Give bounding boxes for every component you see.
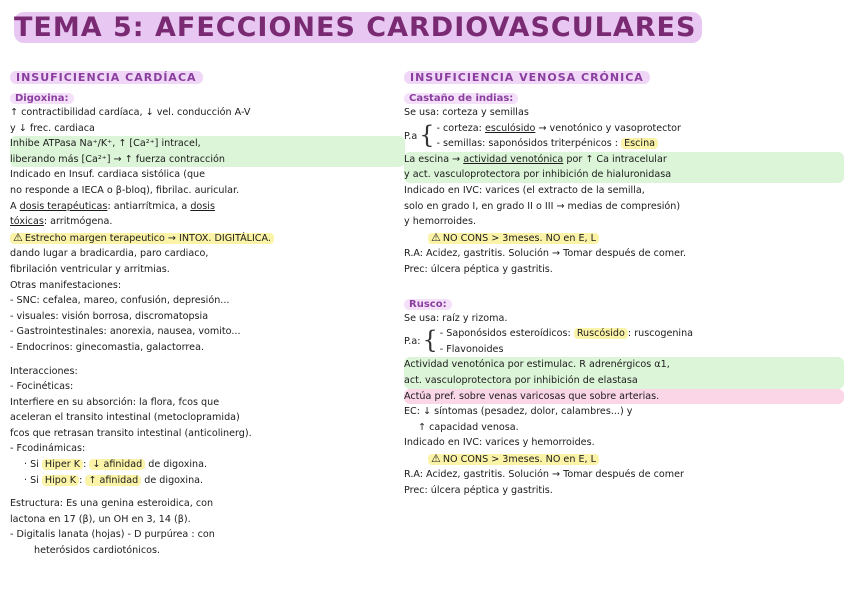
note-line: ↑ contractibilidad cardíaca, ↓ vel. conducción A-V: [10, 107, 251, 118]
warning-text: Estrecho margen terapeutico → INTOX. DIGITÁLICA.: [24, 232, 271, 244]
note-line: - Digitalis lanata (hojas) - D purpúrea : con: [10, 529, 215, 541]
note-text: La escina →: [404, 153, 464, 165]
note-line: [437, 121, 845, 137]
highlight-text: ↓ afinidad: [89, 459, 145, 470]
highlight-text: Ruscósido: [574, 328, 628, 339]
brace-icon: {: [419, 120, 435, 149]
note-line: - Fcodinámicas:: [10, 443, 86, 455]
right-column: [404, 66, 844, 499]
note-text: - semillas: saponósidos triterpénicos :: [436, 138, 622, 150]
note-line: [437, 136, 845, 152]
drug-title-castano: Castaño de indias:: [404, 93, 518, 104]
note-line: - visuales: visión borrosa, discromatopsia: [10, 310, 209, 322]
principles-block-castano: [404, 121, 844, 152]
warning-icon: ⚠: [431, 230, 441, 244]
note-text: - corteza:: [436, 122, 485, 134]
warning-icon: ⚠: [431, 451, 441, 465]
note-line: Actividad venotónica por estimulac. R adrenérgicos α1,: [404, 359, 670, 371]
note-line: [404, 451, 844, 468]
note-text: de digoxina.: [145, 459, 208, 471]
note-line: Indicado en Insuf. cardiaca sistólica (que: [10, 169, 206, 181]
drug-title-digoxina: Digoxina:: [10, 93, 74, 104]
highlight-block-escina: [404, 152, 844, 183]
warning-text: NO CONS > 3meses. NO en E, L: [442, 453, 596, 465]
warning-icon: ⚠: [13, 230, 23, 244]
note-line-highlight-pink: Actúa pref. sobre venas varicosas que sobre arterias.: [404, 389, 844, 405]
note-text: → venotónico y vasoprotector: [535, 122, 681, 134]
note-line: [404, 230, 844, 247]
note-line: Estructura: Es una genina esteroidica, con: [10, 498, 214, 510]
highlight-block-mechanism: [10, 136, 405, 167]
drug-title-rusco: Rusco:: [404, 299, 452, 310]
note-line: [10, 199, 405, 215]
note-line: heterósidos cardiotónicos.: [34, 545, 161, 557]
note-line: solo en grado I, en grado II o III → medias de compresión): [404, 200, 681, 212]
note-line: Inhibe ATPasa Na⁺/K⁺, ↑ [Ca²⁺] intracel,: [10, 138, 201, 150]
note-line: Se usa: corteza y semillas: [404, 107, 529, 118]
note-line: fcos que retrasan transito intestinal (anticolinerg).: [10, 427, 252, 439]
note-text: A: [10, 200, 20, 212]
note-line: Otras manifestaciones:: [10, 279, 122, 291]
note-line: fibrilación ventricular y arritmias.: [10, 263, 170, 275]
note-line: liberando más [Ca²⁺] → ↑ fuerza contracción: [10, 153, 225, 165]
note-line: - Endocrinos: ginecomastia, galactorrea.: [10, 341, 204, 353]
note-underlined: tóxicas: [10, 216, 44, 228]
pa-label: P.a:: [404, 336, 421, 348]
highlight-text: Hiper K: [42, 459, 83, 470]
section-title-insuficiencia-venosa: INSUFICIENCIA VENOSA CRÓNICA: [404, 71, 650, 84]
highlight-text: esculósido: [484, 122, 536, 134]
highlight-text: Escina: [621, 138, 658, 149]
note-line: Prec: úlcera péptica y gastritis.: [404, 485, 553, 497]
note-line: lactona en 17 (β), un OH en 3, 14 (β).: [10, 513, 191, 525]
note-line: [10, 230, 405, 247]
note-line: y ↓ frec. cardiaca: [10, 122, 95, 134]
note-line: Interfiere en su absorción: la flora, fcos que: [10, 396, 220, 408]
note-line: [10, 214, 405, 230]
note-underlined: dosis terapéuticas: [19, 200, 108, 212]
note-line: Se usa: raíz y rizoma.: [404, 312, 508, 324]
note-line: dando lugar a bradicardia, paro cardiaco,: [10, 248, 209, 260]
note-line: no responde a IECA o β-bloq), fibrilac. auricular.: [10, 184, 240, 196]
note-line: y hemorroides.: [404, 216, 477, 228]
note-line: aceleran el transito intestinal (metoclopramida): [10, 412, 240, 424]
note-text: : arritmógena.: [43, 216, 113, 228]
subheading-interacciones: Interacciones:: [10, 365, 78, 377]
note-line: y act. vasculoprotectora por inhibición de hialuronidasa: [404, 169, 672, 181]
note-text: - Saponósidos esteroídicos:: [439, 328, 574, 340]
principles-block-rusco: [404, 326, 844, 357]
note-line: [404, 152, 844, 168]
warning-text: NO CONS > 3meses. NO en E, L: [442, 232, 596, 244]
note-line: [10, 473, 405, 489]
note-line: Prec: úlcera péptica y gastritis.: [404, 263, 553, 275]
left-column: [10, 66, 405, 559]
note-line: Indicado en IVC: varices y hemorroides.: [404, 437, 595, 449]
page-title: [14, 12, 714, 52]
note-line: [10, 457, 405, 473]
note-text: de digoxina.: [141, 474, 204, 486]
note-underlined: dosis: [190, 200, 215, 212]
note-line: Indicado en IVC: varices (el extracto de la semilla,: [404, 184, 645, 196]
note-line: R.A: Acidez, gastritis. Solución → Tomar después de comer.: [404, 248, 687, 260]
brace-icon: {: [422, 326, 438, 355]
note-text: : ruscogenina: [627, 328, 694, 340]
note-line: - Gastrointestinales: anorexia, nausea, vomito...: [10, 326, 241, 338]
note-line: EC: ↓ síntomas (pesadez, dolor, calambres...) y: [404, 406, 633, 418]
note-line: - SNC: cefalea, mareo, confusión, depresión...: [10, 295, 230, 307]
note-text: :: [83, 459, 90, 471]
section-title-insuficiencia-cardiaca: INSUFICIENCIA CARDÍACA: [10, 71, 203, 84]
note-text: :: [79, 474, 86, 486]
note-line: - Focinéticas:: [10, 381, 74, 393]
note-line: - Flavonoides: [439, 343, 504, 355]
pa-label: P.a: [404, 130, 418, 142]
note-underlined: actividad venotónica: [463, 153, 564, 165]
highlight-block-rusco: [404, 357, 844, 388]
note-line: R.A: Acidez, gastritis. Solución → Tomar después de comer: [404, 469, 684, 481]
note-line: [440, 326, 844, 342]
note-line: act. vasculoprotectora por inhibición de elastasa: [404, 374, 638, 386]
highlight-text: Hipo K: [42, 475, 79, 486]
page-title-text: TEMA 5: AFECCIONES CARDIOVASCULARES: [14, 12, 702, 43]
note-text: : antiarrítmica, a: [107, 200, 191, 212]
note-text: · Si: [24, 459, 42, 471]
highlight-text: ↑ afinidad: [85, 475, 141, 486]
note-text: · Si: [24, 474, 42, 486]
note-text: por ↑ Ca intracelular: [563, 153, 667, 165]
note-line: ↑ capacidad venosa.: [418, 421, 519, 433]
